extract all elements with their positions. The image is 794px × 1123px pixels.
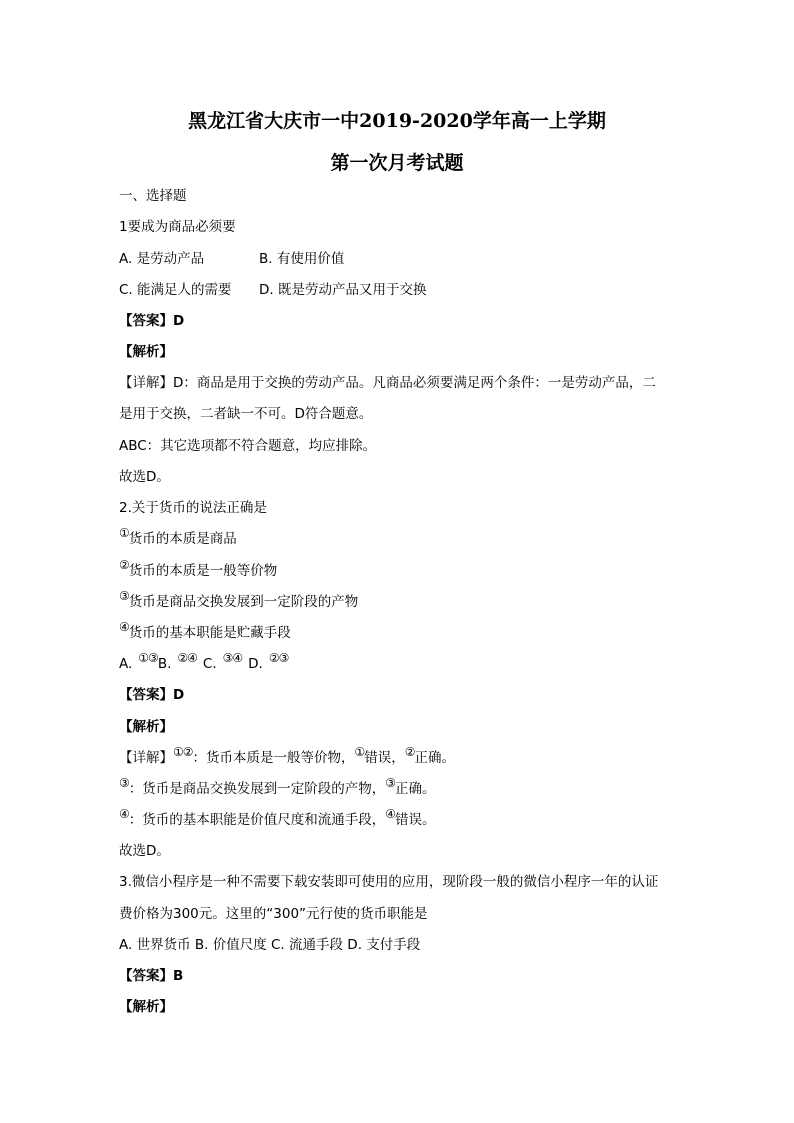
q1-detail-line-3: ABC：其它选项都不符合题意，均应排除。 xyxy=(119,438,377,454)
q2-option-a: ①③ xyxy=(138,651,158,665)
q2-d3-text2: 错误。 xyxy=(395,812,436,828)
q2-item-3 xyxy=(119,589,359,611)
q2-d2-text: ：货币是商品交换发展到一定阶段的产物， xyxy=(128,781,386,797)
q2-d1-mark2: ① xyxy=(354,745,365,759)
q1-answer: 【答案】D xyxy=(119,313,185,329)
q1-stem: 1要成为商品必须要 xyxy=(119,219,236,235)
q1-detail-line-1: 【详解】D：商品是用于交换的劳动产品。凡商品必须要满足两个条件：一是劳动产品，二 xyxy=(119,375,656,391)
q1-option-b: B. 有使用价值 xyxy=(259,251,345,267)
q2-option-c: ③④ xyxy=(222,651,243,665)
q2-d2-mark2: ③ xyxy=(385,776,396,790)
q2-detail-line-2 xyxy=(119,776,436,798)
q2-item-2-mark: ② xyxy=(119,558,129,572)
q2-d3-text: ：货币的基本职能是价值尺度和流通手段， xyxy=(128,812,386,828)
q2-d1-mark: ①② xyxy=(173,745,193,759)
q1-conclusion: 故选D。 xyxy=(119,469,170,485)
q2-d1-mark3: ② xyxy=(404,745,415,759)
q2-item-4-mark: ④ xyxy=(119,620,129,634)
q1-detail-line-2: 是用于交换，二者缺一不可。D符合题意。 xyxy=(119,406,373,422)
q2-d3-mark: ④ xyxy=(119,807,129,821)
q1-analysis-label: 【解析】 xyxy=(119,344,173,360)
q3-stem-line-2: 费价格为300元。这里的“300”元行使的货币职能是 xyxy=(119,906,428,922)
title-line-1: 黑龙江省大庆市一中2019-2020学年高一上学期 xyxy=(188,110,606,132)
q3-options: A. 世界货币 B. 价值尺度 C. 流通手段 D. 支付手段 xyxy=(119,937,421,953)
q2-item-1 xyxy=(119,526,237,548)
q2-detail-line-1 xyxy=(119,745,456,767)
q1-option-a: A. 是劳动产品 xyxy=(119,251,205,267)
q2-d2-mark: ③ xyxy=(119,776,129,790)
q2-conclusion: 故选D。 xyxy=(119,843,170,859)
q3-analysis-label: 【解析】 xyxy=(119,999,173,1015)
q2-stem: 2.关于货币的说法正确是 xyxy=(119,500,267,516)
q1-option-c: C. 能满足人的需要 xyxy=(119,282,232,298)
q2-options xyxy=(119,651,289,673)
q2-item-4-text: 货币的基本职能是贮藏手段 xyxy=(128,625,291,641)
q2-analysis-label: 【解析】 xyxy=(119,719,173,735)
q2-item-1-text: 货币的本质是商品 xyxy=(128,531,237,547)
q2-d1-text: ：货币本质是一般等价物， xyxy=(192,750,355,766)
q2-d1-text2: 错误， xyxy=(364,750,405,766)
q2-item-2 xyxy=(119,558,278,580)
q2-item-1-mark: ① xyxy=(119,526,129,540)
q2-item-3-mark: ③ xyxy=(119,589,129,603)
q2-detail-line-3 xyxy=(119,807,436,829)
q2-answer: 【答案】D xyxy=(119,687,185,703)
q2-option-b-label: B. xyxy=(157,656,172,672)
q3-answer: 【答案】B xyxy=(119,968,184,984)
q2-d2-text2: 正确。 xyxy=(395,781,436,797)
q2-option-d-label: D. xyxy=(248,656,263,672)
q1-options-row-2 xyxy=(119,281,426,299)
q2-option-b: ②④ xyxy=(177,651,197,665)
q2-option-c-label: C. xyxy=(202,656,217,672)
q3-stem-line-1: 3.微信小程序是一种不需要下载安装即可使用的应用，现阶段一般的微信小程序一年的认证 xyxy=(119,874,659,890)
q1-option-d: D. 既是劳动产品又用于交换 xyxy=(259,282,427,298)
q2-item-3-text: 货币是商品交换发展到一定阶段的产物 xyxy=(128,594,359,610)
q1-options-row-1 xyxy=(119,250,344,268)
section-heading: 一、选择题 xyxy=(119,188,187,204)
q2-item-4 xyxy=(119,620,291,642)
title-line-2: 第一次月考试题 xyxy=(330,152,464,174)
q2-item-2-text: 货币的本质是一般等价物 xyxy=(128,563,278,579)
q2-d1-text3: 正确。 xyxy=(414,750,456,766)
q2-detail-head: 【详解】 xyxy=(119,750,173,766)
q2-d3-mark2: ④ xyxy=(385,807,396,821)
q2-option-d: ②③ xyxy=(268,651,289,665)
q2-option-a-label: A. xyxy=(119,656,133,672)
